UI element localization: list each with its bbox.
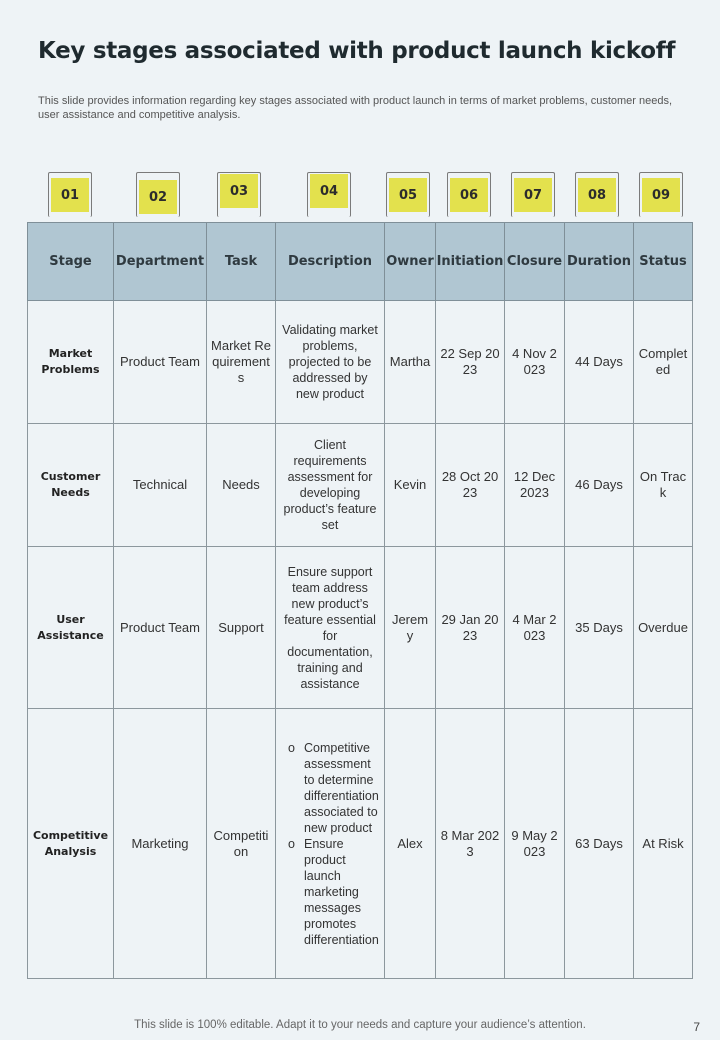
cell-status: On Track: [634, 424, 693, 547]
cell-duration: 46 Days: [565, 424, 634, 547]
cell-description: Validating market problems, projected to be addressed by new product: [276, 301, 385, 424]
cell-owner: Jeremy: [385, 547, 436, 709]
cell-owner: Kevin: [385, 424, 436, 547]
cell-department: Technical: [114, 424, 207, 547]
column-number-tab: [307, 172, 351, 218]
description-list-item: o Ensure product launch marketing messages promotes differentiation: [280, 836, 380, 948]
cell-task: Market Requirements: [207, 301, 276, 424]
column-number-tab: [639, 172, 683, 218]
column-number-tab: [217, 172, 261, 218]
cell-duration: 63 Days: [565, 709, 634, 979]
table-row: [28, 709, 693, 979]
description-list-item: o Competitive assessment to determine differentiation associated to new product: [280, 740, 380, 836]
cell-owner: Alex: [385, 709, 436, 979]
cell-stage: User Assistance: [28, 547, 114, 709]
header-duration: Duration: [565, 223, 634, 301]
column-number: 03: [220, 174, 258, 208]
cell-stage: Competitive Analysis: [28, 709, 114, 979]
header-stage: Stage: [28, 223, 114, 301]
cell-department: Marketing: [114, 709, 207, 979]
header-status: Status: [634, 223, 693, 301]
column-number-tab: [447, 172, 491, 218]
cell-task: Support: [207, 547, 276, 709]
cell-task: Needs: [207, 424, 276, 547]
column-number-tab: [48, 172, 92, 218]
cell-duration: 35 Days: [565, 547, 634, 709]
column-number-tab: [136, 172, 180, 218]
cell-stage: Market Problems: [28, 301, 114, 424]
column-number: 06: [450, 178, 488, 212]
header-closure: Closure: [505, 223, 565, 301]
column-number: 01: [51, 178, 89, 212]
cell-closure: 4 Nov 2023: [505, 301, 565, 424]
cell-status: Overdue: [634, 547, 693, 709]
cell-owner: Martha: [385, 301, 436, 424]
table-header-row: [28, 223, 693, 301]
cell-task: Competition: [207, 709, 276, 979]
cell-duration: 44 Days: [565, 301, 634, 424]
column-number-tab: [575, 172, 619, 218]
description-list: [280, 740, 380, 948]
cell-stage: Customer Needs: [28, 424, 114, 547]
footer-note: This slide is 100% editable. Adapt it to your needs and capture your audience’s attention.: [134, 1019, 586, 1031]
header-department: Department: [114, 223, 207, 301]
header-owner: Owner: [385, 223, 436, 301]
column-number-tab: [386, 172, 430, 218]
stages-table: [27, 222, 693, 979]
column-number: 08: [578, 178, 616, 212]
cell-closure: 4 Mar 2023: [505, 547, 565, 709]
cell-status: At Risk: [634, 709, 693, 979]
cell-initiation: 28 Oct 2023: [436, 424, 505, 547]
cell-closure: 12 Dec 2023: [505, 424, 565, 547]
header-description: Description: [276, 223, 385, 301]
column-number: 07: [514, 178, 552, 212]
page-number: 7: [693, 1020, 700, 1034]
table-row: [28, 301, 693, 424]
header-task: Task: [207, 223, 276, 301]
cell-description: Client requirements assessment for developing product’s feature set: [276, 424, 385, 547]
cell-department: Product Team: [114, 301, 207, 424]
page-subtitle: This slide provides information regarding key stages associated with product launch in terms of market problems, customer needs, user assistance and competitive analysis.: [38, 95, 673, 121]
cell-initiation: 22 Sep 2023: [436, 301, 505, 424]
cell-closure: 9 May 2023: [505, 709, 565, 979]
cell-status: Completed: [634, 301, 693, 424]
column-number: 02: [139, 180, 177, 214]
cell-department: Product Team: [114, 547, 207, 709]
column-number: 04: [310, 174, 348, 208]
cell-initiation: 29 Jan 2023: [436, 547, 505, 709]
cell-initiation: 8 Mar 2023: [436, 709, 505, 979]
column-number: 09: [642, 178, 680, 212]
table-row: [28, 424, 693, 547]
header-initiation: Initiation: [436, 223, 505, 301]
page-title: Key stages associated with product launch kickoff: [38, 38, 676, 64]
table-row: [28, 547, 693, 709]
cell-description: [276, 709, 385, 979]
column-number: 05: [389, 178, 427, 212]
cell-description: Ensure support team address new product’s feature essential for documentation, training and assistance: [276, 547, 385, 709]
column-number-tab: [511, 172, 555, 218]
